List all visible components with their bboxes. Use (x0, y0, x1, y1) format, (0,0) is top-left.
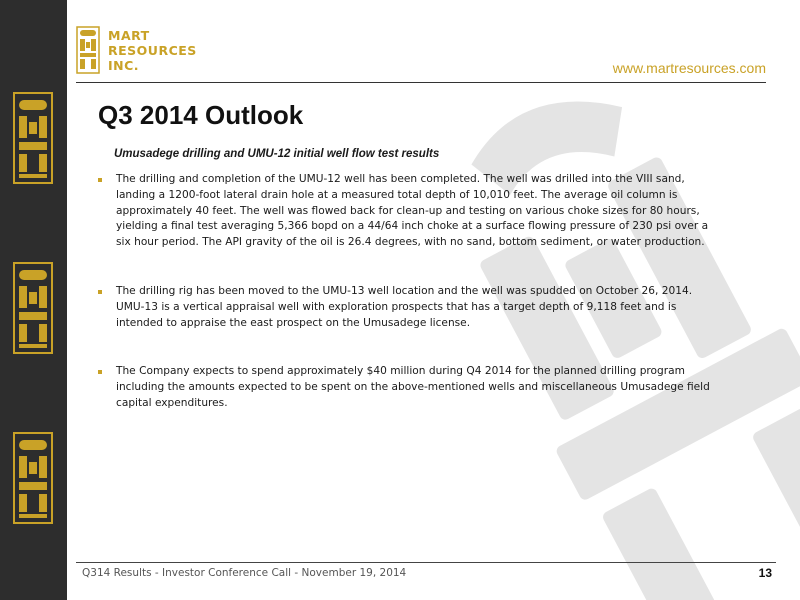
company-name (108, 28, 197, 73)
company-name-line3: INC. (108, 58, 140, 73)
section-subtitle: Umusadege drilling and UMU-12 initial well flow test results (114, 148, 440, 160)
company-logo (76, 26, 216, 76)
bullet-text: The drilling and completion of the UMU-12 well has been completed. The well was drilled into the VIII sand, landing a 1200-foot lateral drain hole at a measured total depth of 10,010 feet. The average oil column is approximately 40 feet. The well was flowed back for clean-up and testing on various choke sizes for 80 hours, yielding a final test averaging 5,366 bopd on a 44/64 inch choke at a surface flowing pressure of 230 psi over a six hour period. The API gravity of the oil is 26.4 degrees, with no sand, bottom sediment, or water production. (116, 173, 709, 249)
mart-logo-icon (13, 92, 53, 184)
website-url: www.martresources.com (612, 60, 766, 76)
bullet-list (98, 172, 722, 412)
mart-logo-icon (76, 26, 100, 74)
page-number: 13 (758, 566, 772, 580)
company-name-line1: MART (108, 28, 150, 43)
list-item (98, 364, 722, 411)
list-item (98, 172, 722, 251)
left-sidebar (0, 0, 67, 600)
bullet-icon (98, 178, 102, 182)
bullet-icon (98, 370, 102, 374)
header-divider (76, 82, 766, 83)
bullet-icon (98, 290, 102, 294)
bullet-text: The Company expects to spend approximately $40 million during Q4 2014 for the planned drilling program including the amounts expected to be spent on the above-mentioned wells and miscellaneous Umusadege field capital expenditures. (116, 365, 710, 409)
footer-divider (76, 562, 776, 563)
mart-logo-icon (13, 432, 53, 524)
page-title: Q3 2014 Outlook (98, 100, 304, 130)
bullet-text: The drilling rig has been moved to the UMU-13 well location and the well was spudded on October 26, 2014. UMU-13 is a vertical appraisal well with exploration prospects that has a target depth of 9,118 feet and is intended to appraise the east prospect on the Umusadege license. (116, 284, 693, 329)
mart-logo-icon (13, 262, 53, 354)
list-item (98, 284, 722, 331)
footer-text: Q314 Results - Investor Conference Call - November 19, 2014 (82, 567, 407, 579)
company-name-line2: RESOURCES (108, 43, 197, 58)
